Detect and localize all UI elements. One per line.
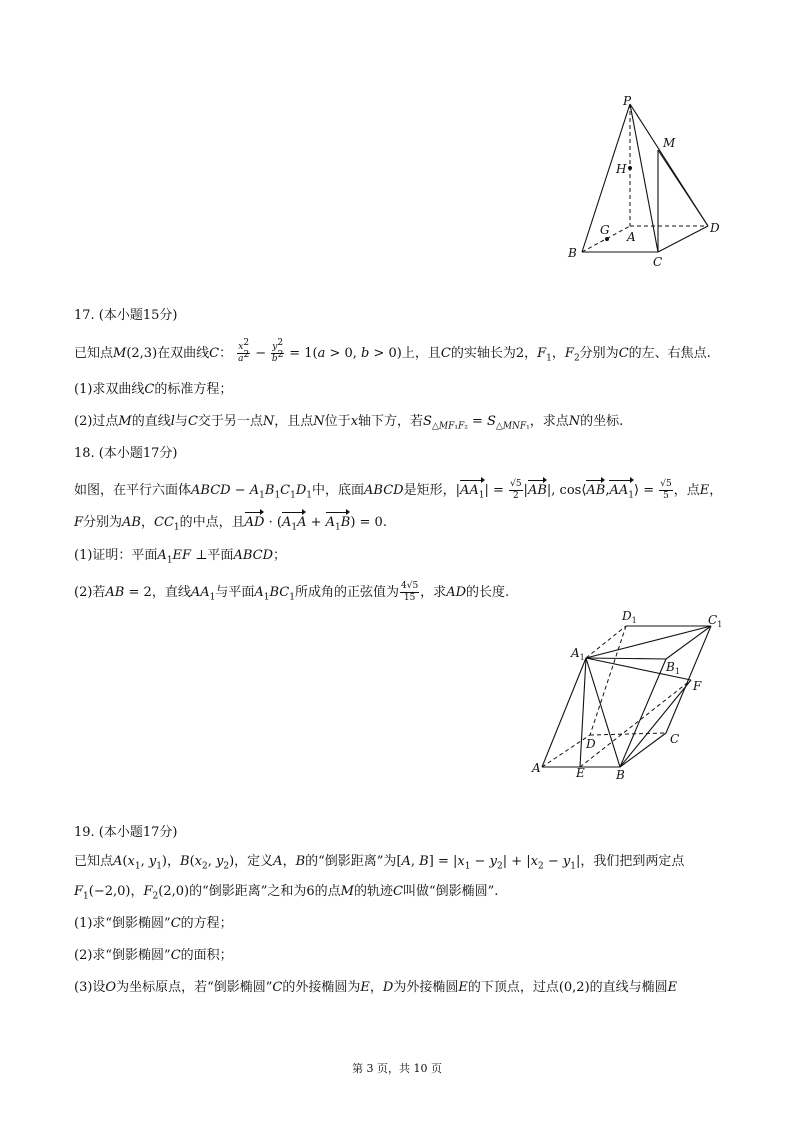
- q17-line1: 已知点M(2,3)在双曲线C： $\frac{x^2}{a^2}$ − $\frac{y^2}{b^2}$ = 1(a > 0, b > 0)上，且C的实轴长为2，$F_1$，$F_2$分别为C的左、右焦点.: [74, 338, 711, 364]
- q17-heading: 17. (本小题15分): [74, 308, 178, 323]
- q18-heading: 18. (本小题17分): [74, 446, 178, 461]
- q19-heading: 19. (本小题17分): [74, 825, 178, 840]
- label-B: B: [568, 246, 577, 260]
- q18-line4: (2)若AB = 2，直线$AA_1$与平面$A_1BC_1$所成角的正弦值为 $\frac{4√5}{15}$ ，求AD的长度.: [74, 581, 510, 603]
- q19-line4: (2)求“倒影椭圆”C的面积；: [74, 948, 233, 963]
- parallelepiped-figure: [528, 605, 728, 785]
- label-A: A: [627, 230, 636, 244]
- edge-A1B1: [586, 658, 666, 659]
- segment-BF: [620, 680, 691, 767]
- label-C: C: [670, 732, 680, 746]
- q19-line1: 已知点$A(x_1$, $y_1$)，$B(x_2$, $y_2$)，定义A，B的“倒影距离”为[A, $B] = |x_1 - y_2| + |x_2 - y_1|$，我们把到两定点: [74, 854, 685, 872]
- label-A1: $A_1$: [571, 646, 585, 662]
- label-H: H: [616, 162, 627, 176]
- point-G: [605, 237, 609, 241]
- q19-line5: (3)设O为坐标原点，若“倒影椭圆”C的外接椭圆为E，D为外接椭圆E的下顶点，过点(0,2)的直线与椭圆E: [74, 980, 678, 995]
- q19-line3: (1)求“倒影椭圆”C的方程；: [74, 916, 233, 931]
- label-M: M: [663, 136, 676, 150]
- q18-line1: 如图，在平行六面体ABCD − $A_1B_1C_1D_1$中，底面ABCD是矩形，$|AA_1|$ = $\frac{√5}{2}$ |AB|, $\cos⟨AB,AA_1⟩$ = $\frac{√5}{5}$ ，点E，: [74, 479, 723, 501]
- point-H: [628, 166, 632, 170]
- label-E: E: [576, 766, 585, 780]
- q17-line3: (2)过点M的直线l与C交于另一点N，且点N位于x轴下方，若$S_{\triangle MF_1F_2} = S_{\triangle MNF_1}$，求点N的坐标.: [74, 414, 624, 432]
- page-footer: 第 3 页，共 10 页: [352, 1062, 442, 1075]
- edge-DC: [590, 733, 666, 735]
- label-D1: $D_1$: [622, 609, 637, 625]
- label-F: F: [693, 679, 702, 693]
- label-B1: $B_1$: [666, 660, 680, 676]
- label-C: C: [653, 255, 663, 267]
- edge-A1A: [542, 658, 586, 767]
- q18-line3: (1)证明：平面$A_1EF$ ⊥平面ABCD；: [74, 548, 287, 566]
- label-P: P: [623, 94, 632, 108]
- label-A: A: [532, 761, 541, 775]
- edge-AD: [542, 735, 590, 767]
- edge-A1C1: [586, 626, 711, 658]
- pyramid-figure: [560, 92, 730, 267]
- edge-CD: [658, 226, 708, 252]
- label-B: B: [616, 768, 625, 782]
- label-D: D: [710, 221, 720, 235]
- label-D: D: [586, 737, 596, 751]
- q19-line2: $F_1(-2,0)$，$F_2(2,0)$的“倒影距离”之和为6的点M的轨迹C叫做“倒影椭圆”.: [74, 884, 499, 902]
- segment-MD: [658, 150, 708, 226]
- q18-line2: F分别为AB，$CC_1$的中点，且AD · $(A_1A + A_1B) = 0$.: [74, 515, 387, 533]
- edge-D1D: [590, 626, 626, 735]
- label-C1: $C_1$: [708, 613, 723, 629]
- edge-B1B: [620, 659, 666, 767]
- label-G: G: [600, 223, 610, 237]
- q17-line2: (1)求双曲线C的标准方程；: [74, 382, 233, 397]
